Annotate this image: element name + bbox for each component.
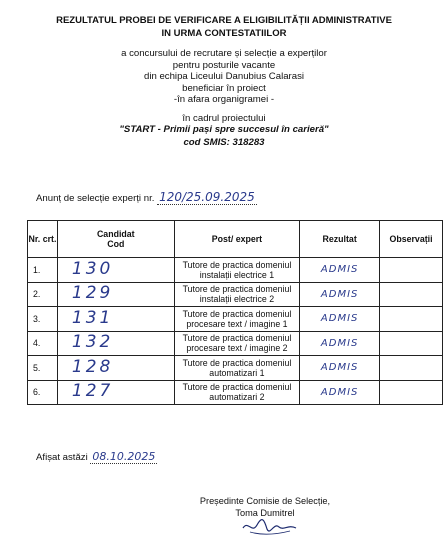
header-result: Rezultat	[300, 221, 380, 258]
project-code: cod SMIS: 318283	[183, 137, 265, 148]
announcement-number: 120/25.09.2025	[159, 190, 255, 204]
candidate-code: 131	[71, 307, 114, 328]
cell-candidate-code	[57, 282, 174, 307]
candidate-code: 130	[71, 258, 114, 279]
project-title: "START - Primii pași spre succesul în carieră"	[119, 124, 329, 135]
cell-post: Tutore de practica domeniul automatizari 2	[174, 380, 300, 405]
cell-nr: 3.	[28, 307, 58, 332]
posted-date: 08.10.2025	[92, 450, 156, 463]
cell-post: Tutore de practica domeniul instalații electrice 1	[174, 258, 300, 283]
table-row	[28, 282, 443, 307]
intro-line-5: -în afara organigramei -	[173, 94, 275, 106]
intro-block	[0, 48, 448, 106]
candidate-code: 128	[71, 356, 114, 377]
results-table	[27, 220, 443, 405]
table-row	[28, 356, 443, 381]
project-intro: în cadrul proiectului	[182, 113, 266, 124]
intro-line-4: beneficiar în proiect	[182, 82, 266, 94]
result-value: ADMIS	[320, 288, 359, 300]
table-header-row	[28, 221, 443, 258]
posted-line	[36, 450, 157, 463]
table-row	[28, 380, 443, 405]
handwritten-signature-icon	[240, 516, 300, 540]
cell-nr: 4.	[28, 331, 58, 356]
title-line-2: IN URMA CONTESTATIILOR	[161, 28, 287, 39]
cell-observations	[380, 331, 443, 356]
posted-label: Afișat astăzi	[36, 452, 88, 463]
cell-observations	[380, 282, 443, 307]
header-candidate-line1: Candidat	[96, 228, 135, 239]
cell-post: Tutore de practica domeniul instalații electrice 2	[174, 282, 300, 307]
cell-nr: 6.	[28, 380, 58, 405]
cell-result	[300, 282, 380, 307]
table-row	[28, 331, 443, 356]
signature-name: Toma Dumitrel	[235, 508, 295, 518]
candidate-code: 132	[71, 332, 114, 353]
result-value: ADMIS	[320, 362, 359, 374]
cell-post: Tutore de practica domeniul procesare text / imagine 1	[174, 307, 300, 332]
cell-result	[300, 356, 380, 381]
header-nr: Nr. crt.	[28, 221, 58, 258]
cell-observations	[380, 356, 443, 381]
document-title	[0, 14, 448, 40]
cell-nr: 1.	[28, 258, 58, 283]
result-value: ADMIS	[320, 264, 359, 276]
title-line-1: REZULTATUL PROBEI DE VERIFICARE A ELIGIBILITĂȚII ADMINISTRATIVE	[56, 15, 392, 26]
signature-role: Președinte Comisie de Selecție,	[199, 496, 331, 506]
cell-candidate-code	[57, 258, 174, 283]
announcement-label: Anunț de selecție experți nr.	[36, 193, 155, 204]
header-candidate	[57, 221, 174, 258]
cell-candidate-code	[57, 331, 174, 356]
intro-line-1: a concursului de recrutare și selecție a experților	[121, 48, 327, 59]
cell-result	[300, 307, 380, 332]
cell-candidate-code	[57, 307, 174, 332]
cell-candidate-code	[57, 356, 174, 381]
cell-result	[300, 331, 380, 356]
header-observations: Observații	[380, 221, 443, 258]
result-value: ADMIS	[320, 386, 359, 398]
cell-post: Tutore de practica domeniul procesare text / imagine 2	[174, 331, 300, 356]
header-candidate-line2: Cod	[107, 239, 125, 249]
cell-observations	[380, 380, 443, 405]
cell-candidate-code	[57, 380, 174, 405]
intro-line-3: din echipa Liceului Danubius Calarasi	[144, 71, 304, 83]
candidate-code: 129	[71, 283, 114, 304]
cell-observations	[380, 307, 443, 332]
cell-nr: 2.	[28, 282, 58, 307]
announcement-line	[36, 190, 257, 204]
candidate-code: 127	[71, 381, 114, 402]
result-value: ADMIS	[320, 337, 359, 349]
table-row	[28, 258, 443, 283]
table-row	[28, 307, 443, 332]
cell-observations	[380, 258, 443, 283]
cell-post: Tutore de practica domeniul automatizari 1	[174, 356, 300, 381]
header-post: Post/ expert	[174, 221, 300, 258]
cell-result	[300, 258, 380, 283]
intro-line-2: pentru posturile vacante	[172, 59, 276, 71]
result-value: ADMIS	[320, 313, 359, 325]
cell-nr: 5.	[28, 356, 58, 381]
cell-result	[300, 380, 380, 405]
